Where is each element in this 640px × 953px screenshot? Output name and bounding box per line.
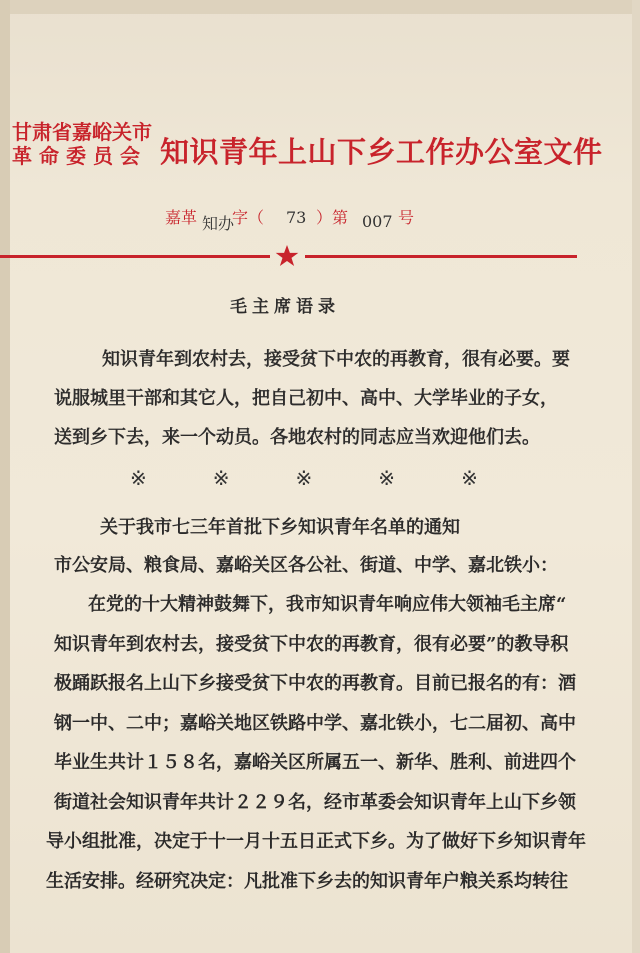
body-line: 知识青年到农村去，接受贫下中农的再教育，很有必要”的教导积 xyxy=(54,633,569,655)
addressee-line: 市公安局、粮食局、嘉峪关区各公社、街道、中学、嘉北铁小： xyxy=(54,555,558,576)
body-line: 在党的十大精神鼓舞下，我市知识青年响应伟大领袖毛主席“ xyxy=(88,594,567,615)
issuing-authority xyxy=(12,120,162,168)
separator-mark: ※ xyxy=(461,466,478,490)
separator-mark: ※ xyxy=(130,466,147,490)
notice-body xyxy=(46,585,594,901)
issuer-line-2: 革命委员会 xyxy=(12,144,147,168)
ref-year: 73 xyxy=(286,208,307,227)
document-title: 知识青年上山下乡工作办公室文件 xyxy=(160,135,603,169)
separator-mark: ※ xyxy=(295,466,313,490)
ref-number: 007 xyxy=(362,212,393,231)
body-line: 钢一中、二中；嘉峪关地区铁路中学、嘉北铁小，七二届初、高中 xyxy=(54,712,576,734)
separator-mark: ※ xyxy=(378,466,396,490)
quotation-block xyxy=(54,340,576,457)
ref-di: ）第 xyxy=(316,208,349,227)
paper-edge-left xyxy=(0,0,10,953)
body-line: 导小组批准，决定于十一月十五日正式下乡。为了做好下乡知识青年 xyxy=(46,831,586,852)
body-line: 生活安排。经研究决定：凡批准下乡去的知识青年户粮关系均转往 xyxy=(46,870,568,892)
ref-office: 知办 xyxy=(202,214,235,233)
red-star-icon xyxy=(275,244,299,268)
ref-prefix: 嘉革 xyxy=(165,208,198,227)
quote-line: 知识青年到农村去，接受贫下中农的再教育，很有必要。要 xyxy=(102,349,570,370)
separator-row xyxy=(130,466,478,490)
red-rule-right xyxy=(305,255,577,258)
ref-hao: 号 xyxy=(398,208,415,227)
quote-line: 说服城里干部和其它人，把自己初中、高中、大学毕业的子女， xyxy=(54,388,558,409)
ref-zi: 字（ xyxy=(232,208,265,227)
separator-mark: ※ xyxy=(212,466,230,490)
paper-edge-right xyxy=(632,0,640,953)
quote-line: 送到乡下去，来一个动员。各地农村的同志应当欢迎他们去。 xyxy=(54,427,540,448)
body-line: 极踊跃报名上山下乡接受贫下中农的再教育。目前已报名的有：酒 xyxy=(54,673,576,694)
red-rule-left xyxy=(0,255,270,258)
body-line: 街道社会知识青年共计２２９名，经市革委会知识青年上山下乡领 xyxy=(54,791,576,813)
issuer-line-1: 甘肃省嘉峪关市 xyxy=(12,120,152,144)
quote-heading: 毛主席语录 xyxy=(230,297,340,317)
body-line: 毕业生共计１５８名，嘉峪关区所属五一、新华、胜利、前进四个 xyxy=(54,752,576,773)
notice-title: 关于我市七三年首批下乡知识青年名单的通知 xyxy=(100,517,460,538)
paper-edge-top xyxy=(0,0,640,14)
